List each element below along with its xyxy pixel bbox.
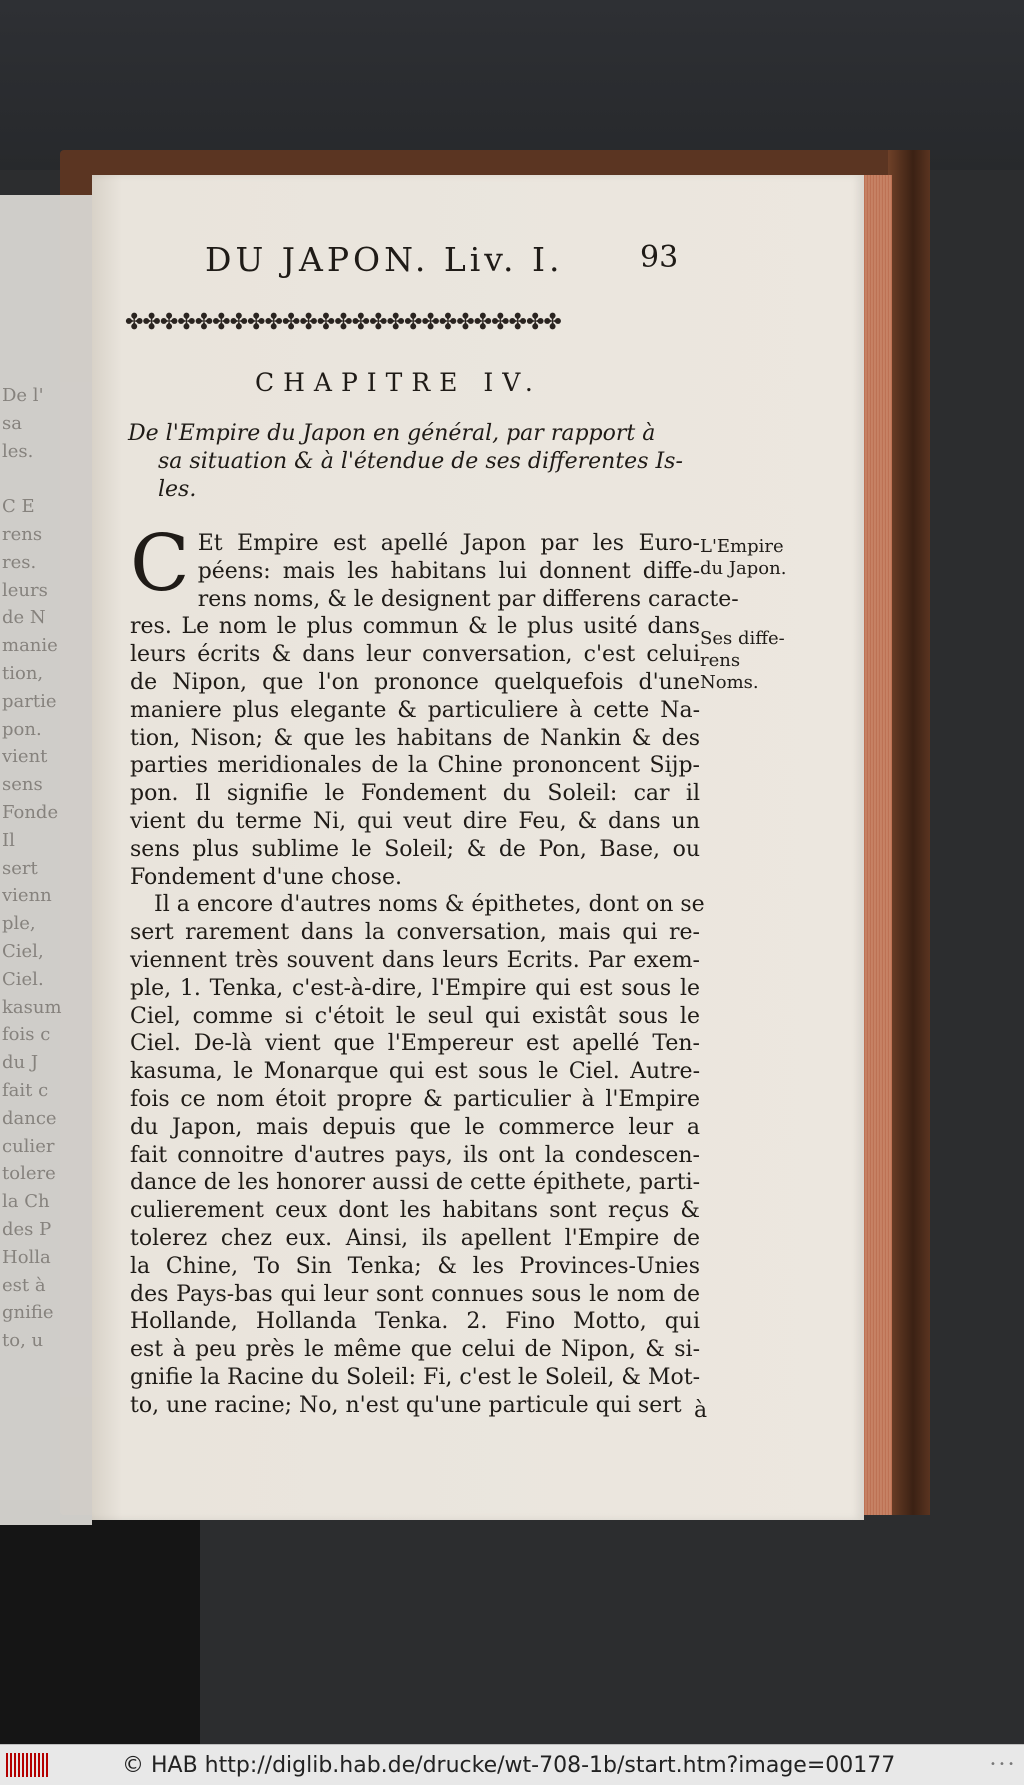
- footer-dots: • • •: [989, 1759, 1014, 1770]
- ghost-text-line: du J: [2, 1052, 39, 1074]
- barcode-icon: [6, 1753, 48, 1777]
- ghost-text-line: leurs: [2, 579, 48, 601]
- ghost-text-line: de N: [2, 607, 46, 629]
- text-line: Et Empire est apellé Japon par les Euro-: [197, 531, 700, 556]
- ghost-text-line: Ciel.: [2, 968, 44, 990]
- page-number: 93: [640, 240, 679, 275]
- ornament-band: ✤✤✤✤✤✤✤✤✤✤✤✤✤✤✤✤✤✤✤✤✤✤✤✤✤: [125, 310, 561, 335]
- ghost-text-line: sert: [2, 857, 38, 879]
- ghost-text-line: tion,: [2, 663, 44, 684]
- ghost-text-line: vient: [2, 746, 48, 768]
- ghost-text-line: sens: [2, 774, 43, 796]
- margin-note-line: Noms.: [700, 672, 759, 693]
- text-line: culierement ceux dont les habitans sont reçus &: [130, 1198, 700, 1224]
- ghost-text-line: C E: [2, 496, 35, 518]
- ghost-text-line: pon.: [2, 718, 42, 740]
- margin-note-line: L'Empire: [700, 536, 784, 557]
- chapter-title-line: sa situation & à l'étendue de ses differentes Is-: [158, 449, 683, 474]
- footer-bar: [0, 1744, 1024, 1785]
- text-line: la Chine, To Sin Tenka; & les Provinces-Unies: [130, 1253, 700, 1279]
- text-line: est à peu près le même que celui de Nipon, & si-: [130, 1337, 700, 1363]
- text-line: maniere plus elegante & particuliere à cette Na-: [130, 697, 700, 723]
- black-cloth: [0, 1500, 200, 1744]
- text-line: tion, Nison; & que les habitans de Nankin & des: [130, 725, 700, 751]
- body-text: [130, 519, 739, 1420]
- chapter-heading: CHAPITRE IV.: [255, 368, 542, 397]
- text-line: fois ce nom étoit propre & particulier à l'Empire: [130, 1086, 700, 1112]
- margin-note-names: [700, 628, 785, 694]
- previous-page-fragment: [0, 195, 92, 1525]
- margin-note-empire: [700, 536, 786, 580]
- ghost-text-line: fait c: [2, 1080, 49, 1101]
- ghost-text-line: est à: [2, 1274, 46, 1296]
- text-line: Ciel, comme si c'étoit le seul qui existât sous le: [130, 1003, 700, 1029]
- margin-note-line: Ses diffe-: [700, 628, 785, 649]
- copyright-url: © HAB http://diglib.hab.de/drucke/wt-708-1b/start.htm?image=00177: [122, 1753, 896, 1778]
- ghost-text-line: Fonde: [2, 802, 59, 823]
- ghost-text-line: sa: [2, 412, 22, 434]
- chapter-title-line: De l'Empire du Japon en général, par rapport à: [128, 421, 656, 446]
- ghost-text-line: la Ch: [2, 1191, 50, 1213]
- text-line: viennent très souvent dans leurs Ecrits. Par exem-: [130, 947, 700, 973]
- running-head: DU JAPON. Liv. I.: [205, 240, 564, 279]
- ghost-text-line: fois c: [2, 1024, 51, 1046]
- text-line: to, une racine; No, n'est qu'une particule qui sert: [130, 1392, 682, 1418]
- page-edges: [860, 175, 892, 1515]
- ghost-text-line: partie: [2, 690, 57, 712]
- text-line: tolerez chez eux. Ainsi, ils apellent l'Empire de: [130, 1225, 700, 1251]
- ghost-text-line: res.: [2, 551, 37, 573]
- ghost-text-line: dance: [2, 1107, 57, 1129]
- ghost-text-line: kasum: [2, 996, 62, 1018]
- ghost-text-line: rens: [2, 524, 43, 545]
- ghost-text-line: Ciel,: [2, 941, 44, 962]
- ghost-text-line: manie: [2, 635, 58, 657]
- ghost-text-line: Holla: [2, 1246, 51, 1268]
- ghost-text-line: des P: [2, 1219, 52, 1240]
- background: [0, 0, 1024, 170]
- ghost-text-line: les.: [2, 440, 34, 462]
- text-line: Il a encore d'autres noms & épithetes, dont on se: [154, 892, 705, 918]
- margin-note-line: rens: [700, 650, 741, 671]
- text-line: pon. Il signifie le Fondement du Soleil: car il: [130, 781, 700, 807]
- text-line: sert rarement dans la conversation, mais qui re-: [130, 920, 700, 946]
- margin-note-line: du Japon.: [700, 558, 787, 579]
- ghost-text-line: De l': [2, 385, 44, 406]
- text-line: res. Le nom le plus commun & le plus usité dans: [130, 614, 700, 640]
- text-line: du Japon, mais depuis que le commerce leur a: [130, 1114, 700, 1140]
- text-line: leurs écrits & dans leur conversation, c'est celui: [130, 642, 700, 668]
- text-line: kasuma, le Monarque qui est sous le Ciel. Autre-: [130, 1059, 700, 1085]
- ghost-text-line: ple,: [2, 913, 36, 935]
- catchword: à: [694, 1398, 708, 1423]
- book-cover-edge: [888, 150, 930, 1515]
- ghost-text-line: vienn: [2, 885, 52, 907]
- text-line: des Pays-bas qui leur sont connues sous le nom de: [130, 1281, 700, 1307]
- text-line: péens: mais les habitans lui donnent diffe-: [197, 558, 700, 584]
- text-line: vient du terme Ni, qui veut dire Feu, & dans un: [130, 808, 700, 834]
- text-line: rens noms, & le designent par differens caracte-: [197, 586, 739, 612]
- ghost-text-line: tolere: [2, 1163, 56, 1185]
- ghost-text-line: gnifie: [2, 1302, 54, 1324]
- text-line: ple, 1. Tenka, c'est-à-dire, l'Empire qui est sous le: [130, 975, 700, 1001]
- text-line: Hollande, Hollanda Tenka. 2. Fino Motto, qui: [130, 1309, 700, 1335]
- ghost-text-line: to, u: [2, 1330, 44, 1352]
- chapter-title: [128, 420, 698, 504]
- text-line: fait connoitre d'autres pays, ils ont la condescen-: [130, 1142, 700, 1168]
- chapter-title-line: les.: [158, 477, 197, 502]
- text-line: de Nipon, que l'on prononce quelquefois d'une: [130, 669, 700, 695]
- text-line: gnifie la Racine du Soleil: Fi, c'est le Soleil, & Mot-: [130, 1364, 700, 1390]
- ghost-text-line: Il: [2, 829, 15, 851]
- text-line: dance de les honorer aussi de cette épithete, parti-: [130, 1170, 701, 1196]
- text-line: Fondement d'une chose.: [130, 864, 402, 890]
- text-line: sens plus sublime le Soleil; & de Pon, Base, ou: [130, 836, 700, 862]
- text-line: Ciel. De-là vient que l'Empereur est apellé Ten-: [130, 1031, 700, 1057]
- text-line: parties meridionales de la Chine prononcent Sijp-: [130, 753, 700, 779]
- drop-cap: C: [130, 519, 190, 609]
- ghost-text-line: culier: [2, 1135, 55, 1157]
